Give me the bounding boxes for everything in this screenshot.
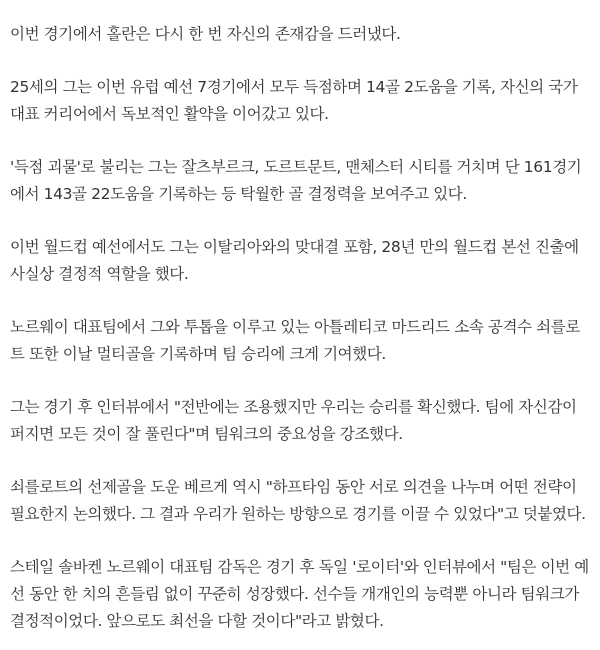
paragraph — [10, 74, 590, 128]
paragraph-line: 이번 경기에서 홀란은 다시 한 번 자신의 존재감을 드러냈다. — [10, 25, 401, 43]
paragraph-line: 퍼지면 모든 것이 잘 풀린다"며 팀워크의 중요성을 강조했다. — [10, 425, 403, 443]
paragraph — [10, 154, 590, 208]
paragraph-line: 25세의 그는 이번 유럽 예선 7경기에서 모두 득점하며 14골 2도움을 기록, 자신의 국가 — [10, 78, 578, 96]
paragraph — [10, 234, 590, 288]
paragraph-line: 결정적이었다. 앞으로도 최선을 다할 것이다"라고 밝혔다. — [10, 612, 384, 630]
paragraph-line: 노르웨이 대표팀에서 그와 투톱을 이루고 있는 아틀레티코 마드리드 소속 공격수 쇠를로 — [10, 318, 580, 336]
paragraph — [10, 314, 590, 368]
paragraph — [10, 474, 590, 528]
paragraph-line: 그는 경기 후 인터뷰에서 "전반에는 조용했지만 우리는 승리를 확신했다. 팀에 자신감이 — [10, 398, 577, 416]
paragraph-line: 에서 143골 22도움을 기록하는 등 탁월한 골 결정력을 보여주고 있다. — [10, 185, 467, 203]
paragraph — [10, 554, 590, 635]
paragraph-line: 쇠를로트의 선제골을 도운 베르게 역시 "하프타임 동안 서로 의견을 나누며 어떤 전략이 — [10, 478, 577, 496]
paragraph-line: '득점 괴물'로 불리는 그는 잘츠부르크, 도르트문트, 맨체스터 시티를 거치며 단 161경기 — [10, 158, 582, 176]
paragraph-line: 선 동안 한 치의 흔들림 없이 꾸준히 성장했다. 선수들 개개인의 능력뿐 아니라 팀워크가 — [10, 585, 579, 603]
paragraph — [10, 394, 590, 448]
paragraph-line: 대표 커리어에서 독보적인 활약을 이어갔고 있다. — [10, 105, 329, 123]
paragraph-line: 필요한지 논의했다. 그 결과 우리가 원하는 방향으로 경기를 이끌 수 있었다"고 덧붙였다. — [10, 505, 586, 523]
paragraph-line: 이번 월드컵 예선에서도 그는 이탈리아와의 맞대결 포함, 28년 만의 월드컵 본선 진출에 — [10, 238, 579, 256]
paragraph — [10, 21, 590, 48]
paragraph-line: 스테일 솔바켄 노르웨이 대표팀 감독은 경기 후 독일 '로이터'와 인터뷰에서 "팀은 이번 예 — [10, 558, 589, 576]
paragraph-line: 트 또한 이날 멀티골을 기록하며 팀 승리에 크게 기여했다. — [10, 345, 386, 363]
paragraph-line: 사실상 결정적 역할을 했다. — [10, 265, 189, 283]
